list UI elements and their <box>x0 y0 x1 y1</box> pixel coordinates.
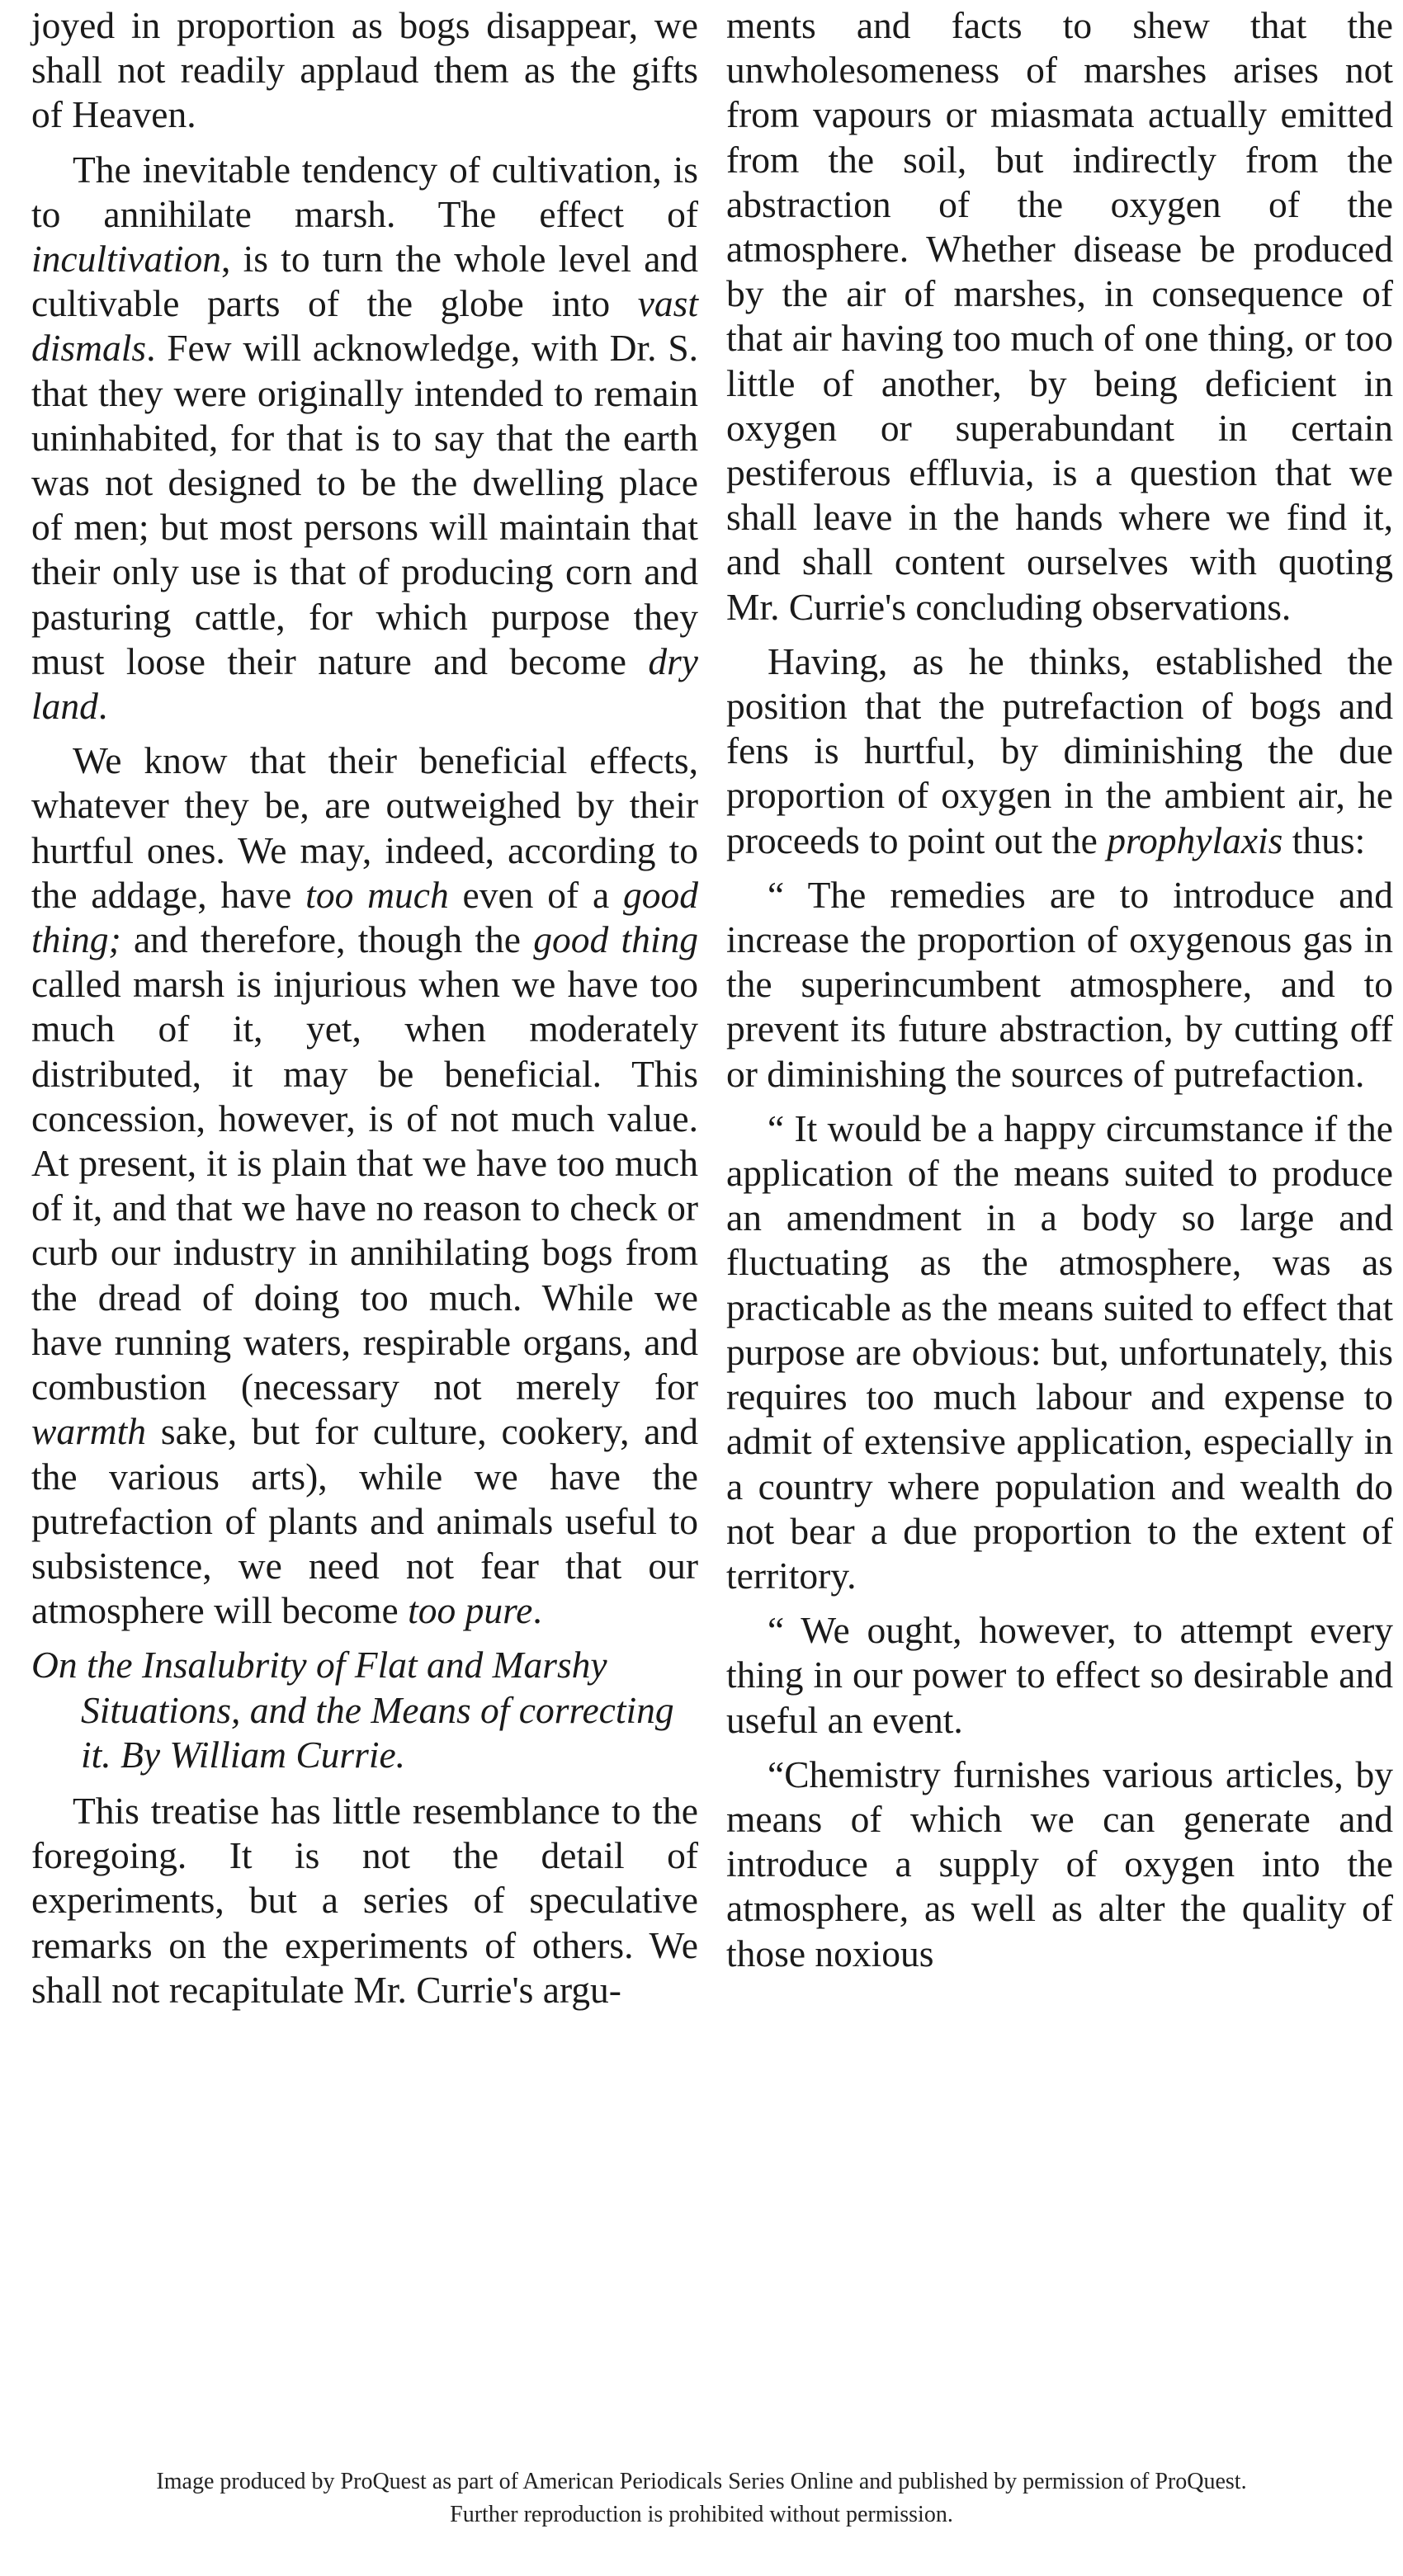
quote-paragraph-1: “ The remedies are to introduce and increase the proportion of oxygenous gas in the superincumbent atmosphere, and to prevent its future abstraction, by cutting off or diminishing the sources of putrefaction. <box>726 873 1393 1095</box>
italic-term: vast dismals <box>31 282 698 370</box>
quote-paragraph-3: “ We ought, however, to attempt every thing in our power to effect so desirable and useful an event. <box>726 1609 1393 1741</box>
italic-term: good thing <box>533 918 698 961</box>
quote-paragraph-2: “ It would be a happy circumstance if the application of the means suited to produce an amendment in a body so large and fluctuating as the atmosphere, was as practicable as the means suited to effect that purpose are obvious: but, unfortunately, this requires too much labour and expense to admit of extensive application, especially in a country where population and wealth do not bear a due proportion to the extent of territory. <box>726 1106 1393 1597</box>
italic-term: warmth <box>31 1410 147 1453</box>
italic-term: incultivation <box>31 238 221 281</box>
text-run: and therefore, though the <box>120 918 534 961</box>
review-heading: On the Insalubrity of Flat and Marshy Situations, and the Means of correcting it. By William Currie. <box>31 1644 674 1776</box>
left-paragraph-2 <box>31 148 698 729</box>
quote-paragraph-4: “Chemistry furnishes various articles, by means of which we can generate and introduce a supply of oxygen into the atmosphere, as well as alter the quality of those noxious <box>726 1753 1393 1974</box>
copyright-notice-line-1: Image produced by ProQuest as part of American Periodicals Series Online and published by permission of ProQuest. <box>156 2469 1247 2494</box>
text-run: . Few will acknowledge, with Dr. S. that they were originally intended to remain uninhabited, for that is to say that the earth was not designed to be the dwelling place of men; but most persons will maintain that their only use is that of producing corn and pasturing cattle, for which purpose they must loose their nature and become <box>31 327 698 682</box>
italic-term: too pure <box>408 1589 533 1632</box>
text-run: even of a <box>448 873 623 916</box>
text-run: . <box>97 685 108 728</box>
right-paragraph-1: ments and facts to shew that the unwholesomeness of marshes arises not from vapours or miasmata actually emitted from the soil, but indirectly from the abstraction of the oxygen of the atmosphere. Whether disease be produced by the air of marshes, in consequence of that air having too much of one thing, or too little of another, by being deficient in oxygen or superabundant in certain pestiferous effluvia, is a question that we shall leave in the hands where we find it, and shall content ourselves with quoting Mr. Currie's concluding observations. <box>726 4 1393 628</box>
copyright-notice-line-2: Further reproduction is prohibited without permission. <box>450 2502 953 2527</box>
italic-term: prophylaxis <box>1107 819 1283 861</box>
right-column <box>726 3 1393 1976</box>
left-paragraph-3 <box>31 738 698 1633</box>
text-run: sake, but for culture, cookery, and the various arts), while we have the putrefaction of plants and animals useful to subsistence, we need not fear that our atmosphere will become <box>31 1410 698 1632</box>
text-run: We know that their beneficial effects, whatever they be, are outweighed by their hurtful ones. We may, indeed, according to the addage, have <box>31 739 698 916</box>
left-paragraph-1: joyed in proportion as bogs disappear, we shall not readily applaud them as the gifts of Heaven. <box>31 4 698 136</box>
text-run: called marsh is injurious when we have too much of it, yet, when moderately distributed, it may be beneficial. This concession, however, is of not much value. At present, it is plain that we have too much of it, and that we have no reason to check or curb our industry in annihilating bogs from the dread of doing too much. While we have running waters, respirable organs, and combustion (necessary not merely for <box>31 963 698 1408</box>
text-run: The inevitable tendency of cultivation, is to annihilate marsh. The effect of <box>31 148 698 235</box>
left-paragraph-4: This treatise has little resemblance to the foregoing. It is not the detail of experiments, but a series of speculative remarks on the experiments of others. We shall not recapitulate Mr. Currie's argu- <box>31 1789 698 2011</box>
italic-term: too much <box>305 873 449 916</box>
text-run: , is to turn the whole level and cultivable parts of the globe into <box>31 238 698 325</box>
italic-term: good thing; <box>31 873 698 961</box>
right-paragraph-2 <box>726 639 1393 863</box>
italic-term: dry land <box>31 639 698 728</box>
text-run: Having, as he thinks, established the position that the putrefaction of bogs and fens is hurtful, by diminishing the due proportion of oxygen in the ambient air, he proceeds to point out the <box>726 639 1393 861</box>
text-run: . <box>532 1589 542 1632</box>
left-column <box>31 3 698 2012</box>
text-run: thus: <box>1283 819 1366 861</box>
